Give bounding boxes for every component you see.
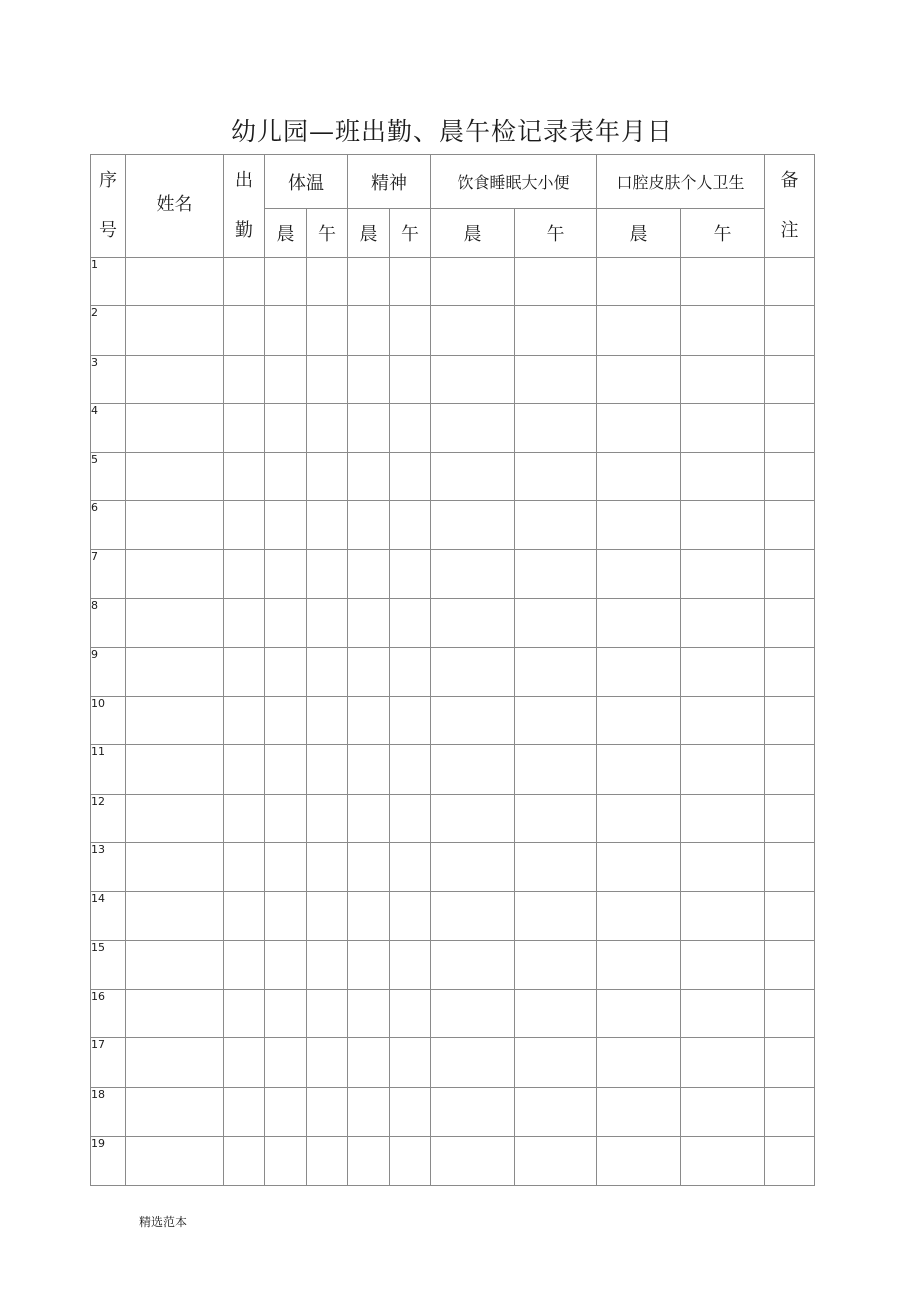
entry-cell[interactable] <box>765 599 815 648</box>
entry-cell[interactable] <box>307 356 348 404</box>
entry-cell[interactable] <box>348 892 390 941</box>
entry-cell[interactable] <box>681 550 765 599</box>
attendance-table <box>90 154 815 1186</box>
entry-cell[interactable] <box>390 990 431 1038</box>
spirit-noon-header: 午 <box>390 209 431 258</box>
entry-cell[interactable] <box>431 258 515 306</box>
entry-cell[interactable] <box>765 745 815 795</box>
hygiene-noon-header: 午 <box>681 209 765 258</box>
table-row <box>91 1137 815 1186</box>
temperature-morning-header: 晨 <box>265 209 307 258</box>
entry-cell[interactable] <box>681 356 765 404</box>
entry-cell[interactable] <box>224 697 265 745</box>
entry-cell[interactable] <box>765 648 815 697</box>
row-number: 17 <box>91 1038 126 1088</box>
row-number: 2 <box>91 306 126 356</box>
entry-cell[interactable] <box>681 599 765 648</box>
seq-header: 序 号 <box>91 155 126 258</box>
entry-cell[interactable] <box>765 453 815 501</box>
entry-cell[interactable] <box>307 1137 348 1186</box>
entry-cell[interactable] <box>515 795 597 843</box>
row-number: 6 <box>91 501 126 550</box>
entry-cell[interactable] <box>765 356 815 404</box>
entry-cell[interactable] <box>515 745 597 795</box>
temperature-noon-header: 午 <box>307 209 348 258</box>
entry-cell[interactable] <box>224 453 265 501</box>
entry-cell[interactable] <box>597 306 681 356</box>
entry-cell[interactable] <box>307 892 348 941</box>
entry-cell[interactable] <box>307 990 348 1038</box>
entry-cell[interactable] <box>765 697 815 745</box>
entry-cell[interactable] <box>431 745 515 795</box>
row-number: 19 <box>91 1137 126 1186</box>
entry-cell[interactable] <box>765 404 815 453</box>
entry-cell[interactable] <box>224 648 265 697</box>
entry-cell[interactable] <box>307 306 348 356</box>
entry-cell[interactable] <box>348 941 390 990</box>
entry-cell[interactable] <box>348 990 390 1038</box>
table-row <box>91 941 815 990</box>
row-number: 7 <box>91 550 126 599</box>
entry-cell[interactable] <box>348 306 390 356</box>
header-row-1 <box>91 155 815 209</box>
entry-cell[interactable] <box>765 990 815 1038</box>
entry-cell[interactable] <box>348 648 390 697</box>
entry-cell[interactable] <box>348 1088 390 1137</box>
entry-cell[interactable] <box>307 1038 348 1088</box>
table-row <box>91 550 815 599</box>
entry-cell[interactable] <box>126 356 224 404</box>
entry-cell[interactable] <box>265 892 307 941</box>
entry-cell[interactable] <box>515 306 597 356</box>
entry-cell[interactable] <box>307 745 348 795</box>
entry-cell[interactable] <box>224 258 265 306</box>
entry-cell[interactable] <box>390 648 431 697</box>
row-number: 1 <box>91 258 126 306</box>
entry-cell[interactable] <box>126 1088 224 1137</box>
entry-cell[interactable] <box>431 843 515 892</box>
entry-cell[interactable] <box>431 648 515 697</box>
entry-cell[interactable] <box>597 941 681 990</box>
row-number: 11 <box>91 745 126 795</box>
spirit-header: 精神 <box>348 155 431 209</box>
entry-cell[interactable] <box>765 1137 815 1186</box>
entry-cell[interactable] <box>307 843 348 892</box>
entry-cell[interactable] <box>390 599 431 648</box>
entry-cell[interactable] <box>431 404 515 453</box>
table-row <box>91 648 815 697</box>
entry-cell[interactable] <box>265 306 307 356</box>
entry-cell[interactable] <box>681 697 765 745</box>
entry-cell[interactable] <box>307 648 348 697</box>
entry-cell[interactable] <box>265 404 307 453</box>
entry-cell[interactable] <box>265 745 307 795</box>
entry-cell[interactable] <box>224 404 265 453</box>
entry-cell[interactable] <box>597 1038 681 1088</box>
row-number: 18 <box>91 1088 126 1137</box>
entry-cell[interactable] <box>515 843 597 892</box>
entry-cell[interactable] <box>126 795 224 843</box>
entry-cell[interactable] <box>681 258 765 306</box>
entry-cell[interactable] <box>390 795 431 843</box>
entry-cell[interactable] <box>265 356 307 404</box>
entry-cell[interactable] <box>126 404 224 453</box>
entry-cell[interactable] <box>348 1137 390 1186</box>
entry-cell[interactable] <box>515 941 597 990</box>
entry-cell[interactable] <box>597 404 681 453</box>
entry-cell[interactable] <box>126 501 224 550</box>
entry-cell[interactable] <box>431 453 515 501</box>
entry-cell[interactable] <box>597 648 681 697</box>
entry-cell[interactable] <box>224 599 265 648</box>
table-row <box>91 1088 815 1137</box>
entry-cell[interactable] <box>765 892 815 941</box>
entry-cell[interactable] <box>126 258 224 306</box>
table-row <box>91 306 815 356</box>
entry-cell[interactable] <box>224 1038 265 1088</box>
entry-cell[interactable] <box>224 306 265 356</box>
entry-cell[interactable] <box>390 843 431 892</box>
entry-cell[interactable] <box>431 990 515 1038</box>
entry-cell[interactable] <box>515 1088 597 1137</box>
entry-cell[interactable] <box>224 843 265 892</box>
entry-cell[interactable] <box>126 306 224 356</box>
entry-cell[interactable] <box>390 745 431 795</box>
entry-cell[interactable] <box>597 990 681 1038</box>
entry-cell[interactable] <box>390 306 431 356</box>
entry-cell[interactable] <box>390 892 431 941</box>
entry-cell[interactable] <box>265 941 307 990</box>
temperature-header: 体温 <box>265 155 348 209</box>
entry-cell[interactable] <box>348 1038 390 1088</box>
entry-cell[interactable] <box>765 1038 815 1088</box>
entry-cell[interactable] <box>126 648 224 697</box>
entry-cell[interactable] <box>515 550 597 599</box>
row-number: 12 <box>91 795 126 843</box>
entry-cell[interactable] <box>597 1088 681 1137</box>
table-row <box>91 892 815 941</box>
entry-cell[interactable] <box>597 501 681 550</box>
entry-cell[interactable] <box>390 1038 431 1088</box>
entry-cell[interactable] <box>515 990 597 1038</box>
entry-cell[interactable] <box>515 1038 597 1088</box>
entry-cell[interactable] <box>126 990 224 1038</box>
row-number: 4 <box>91 404 126 453</box>
entry-cell[interactable] <box>265 1088 307 1137</box>
remarks-header: 备 注 <box>765 155 815 258</box>
entry-cell[interactable] <box>597 745 681 795</box>
table-row <box>91 697 815 745</box>
entry-cell[interactable] <box>126 697 224 745</box>
entry-cell[interactable] <box>431 306 515 356</box>
entry-cell[interactable] <box>390 356 431 404</box>
entry-cell[interactable] <box>431 356 515 404</box>
entry-cell[interactable] <box>515 453 597 501</box>
diet-morning-header: 晨 <box>431 209 515 258</box>
entry-cell[interactable] <box>681 404 765 453</box>
table-row <box>91 453 815 501</box>
entry-cell[interactable] <box>765 550 815 599</box>
entry-cell[interactable] <box>515 697 597 745</box>
spirit-morning-header: 晨 <box>348 209 390 258</box>
entry-cell[interactable] <box>431 941 515 990</box>
entry-cell[interactable] <box>765 1088 815 1137</box>
entry-cell[interactable] <box>126 453 224 501</box>
entry-cell[interactable] <box>224 1137 265 1186</box>
entry-cell[interactable] <box>348 404 390 453</box>
entry-cell[interactable] <box>348 843 390 892</box>
entry-cell[interactable] <box>681 892 765 941</box>
entry-cell[interactable] <box>765 501 815 550</box>
entry-cell[interactable] <box>597 550 681 599</box>
entry-cell[interactable] <box>681 941 765 990</box>
entry-cell[interactable] <box>307 258 348 306</box>
diet-noon-header: 午 <box>515 209 597 258</box>
entry-cell[interactable] <box>307 795 348 843</box>
entry-cell[interactable] <box>265 501 307 550</box>
entry-cell[interactable] <box>597 356 681 404</box>
entry-cell[interactable] <box>390 941 431 990</box>
entry-cell[interactable] <box>265 453 307 501</box>
entry-cell[interactable] <box>307 453 348 501</box>
entry-cell[interactable] <box>307 941 348 990</box>
entry-cell[interactable] <box>515 501 597 550</box>
entry-cell[interactable] <box>265 599 307 648</box>
table-row <box>91 356 815 404</box>
name-header: 姓名 <box>126 155 224 258</box>
row-number: 10 <box>91 697 126 745</box>
hygiene-morning-header: 晨 <box>597 209 681 258</box>
footer-text: 精选范本 <box>139 1215 188 1229</box>
entry-cell[interactable] <box>515 404 597 453</box>
entry-cell[interactable] <box>681 453 765 501</box>
entry-cell[interactable] <box>348 745 390 795</box>
attendance-header: 出 勤 <box>224 155 265 258</box>
table-row <box>91 843 815 892</box>
entry-cell[interactable] <box>224 892 265 941</box>
entry-cell[interactable] <box>224 795 265 843</box>
entry-cell[interactable] <box>348 795 390 843</box>
entry-cell[interactable] <box>126 843 224 892</box>
entry-cell[interactable] <box>348 697 390 745</box>
entry-cell[interactable] <box>390 1088 431 1137</box>
entry-cell[interactable] <box>390 697 431 745</box>
entry-cell[interactable] <box>597 697 681 745</box>
row-number: 3 <box>91 356 126 404</box>
entry-cell[interactable] <box>348 501 390 550</box>
entry-cell[interactable] <box>431 550 515 599</box>
entry-cell[interactable] <box>681 306 765 356</box>
row-number: 16 <box>91 990 126 1038</box>
entry-cell[interactable] <box>431 501 515 550</box>
entry-cell[interactable] <box>348 453 390 501</box>
table-row <box>91 501 815 550</box>
entry-cell[interactable] <box>515 892 597 941</box>
entry-cell[interactable] <box>265 1038 307 1088</box>
entry-cell[interactable] <box>431 892 515 941</box>
entry-cell[interactable] <box>597 795 681 843</box>
row-number: 13 <box>91 843 126 892</box>
entry-cell[interactable] <box>348 258 390 306</box>
entry-cell[interactable] <box>431 599 515 648</box>
entry-cell[interactable] <box>307 1088 348 1137</box>
entry-cell[interactable] <box>515 356 597 404</box>
row-number: 5 <box>91 453 126 501</box>
table-row <box>91 990 815 1038</box>
entry-cell[interactable] <box>390 258 431 306</box>
entry-cell[interactable] <box>431 697 515 745</box>
entry-cell[interactable] <box>265 258 307 306</box>
entry-cell[interactable] <box>681 501 765 550</box>
entry-cell[interactable] <box>515 648 597 697</box>
hygiene-header: 口腔皮肤个人卫生 <box>597 155 765 209</box>
entry-cell[interactable] <box>597 843 681 892</box>
entry-cell[interactable] <box>597 599 681 648</box>
entry-cell[interactable] <box>307 404 348 453</box>
row-number: 9 <box>91 648 126 697</box>
entry-cell[interactable] <box>224 1088 265 1137</box>
entry-cell[interactable] <box>681 648 765 697</box>
entry-cell[interactable] <box>597 1137 681 1186</box>
entry-cell[interactable] <box>126 745 224 795</box>
entry-cell[interactable] <box>224 356 265 404</box>
diet-header: 饮食睡眠大小便 <box>431 155 597 209</box>
entry-cell[interactable] <box>390 550 431 599</box>
entry-cell[interactable] <box>126 1137 224 1186</box>
entry-cell[interactable] <box>681 1088 765 1137</box>
entry-cell[interactable] <box>681 1137 765 1186</box>
entry-cell[interactable] <box>307 697 348 745</box>
entry-cell[interactable] <box>765 306 815 356</box>
entry-cell[interactable] <box>390 404 431 453</box>
entry-cell[interactable] <box>390 1137 431 1186</box>
entry-cell[interactable] <box>265 795 307 843</box>
entry-cell[interactable] <box>265 550 307 599</box>
entry-cell[interactable] <box>515 599 597 648</box>
entry-cell[interactable] <box>431 1088 515 1137</box>
entry-cell[interactable] <box>126 599 224 648</box>
entry-cell[interactable] <box>765 258 815 306</box>
entry-cell[interactable] <box>265 843 307 892</box>
entry-cell[interactable] <box>390 501 431 550</box>
entry-cell[interactable] <box>224 550 265 599</box>
row-number: 15 <box>91 941 126 990</box>
entry-cell[interactable] <box>307 550 348 599</box>
entry-cell[interactable] <box>224 745 265 795</box>
entry-cell[interactable] <box>597 258 681 306</box>
entry-cell[interactable] <box>597 892 681 941</box>
entry-cell[interactable] <box>126 550 224 599</box>
entry-cell[interactable] <box>348 550 390 599</box>
entry-cell[interactable] <box>681 745 765 795</box>
entry-cell[interactable] <box>224 941 265 990</box>
row-number: 14 <box>91 892 126 941</box>
entry-cell[interactable] <box>265 648 307 697</box>
entry-cell[interactable] <box>765 941 815 990</box>
entry-cell[interactable] <box>681 1038 765 1088</box>
table-row <box>91 1038 815 1088</box>
entry-cell[interactable] <box>265 1137 307 1186</box>
entry-cell[interactable] <box>681 990 765 1038</box>
entry-cell[interactable] <box>348 356 390 404</box>
table-row <box>91 745 815 795</box>
entry-cell[interactable] <box>126 892 224 941</box>
entry-cell[interactable] <box>224 990 265 1038</box>
table-row <box>91 599 815 648</box>
entry-cell[interactable] <box>307 599 348 648</box>
entry-cell[interactable] <box>431 1038 515 1088</box>
entry-cell[interactable] <box>765 795 815 843</box>
entry-cell[interactable] <box>597 453 681 501</box>
entry-cell[interactable] <box>126 941 224 990</box>
entry-cell[interactable] <box>265 990 307 1038</box>
entry-cell[interactable] <box>515 258 597 306</box>
entry-cell[interactable] <box>431 795 515 843</box>
page-title: 幼儿园—班出勤、晨午检记录表年月日 <box>230 117 673 146</box>
table-row <box>91 258 815 306</box>
entry-cell[interactable] <box>515 1137 597 1186</box>
entry-cell[interactable] <box>681 795 765 843</box>
entry-cell[interactable] <box>765 843 815 892</box>
table-row <box>91 404 815 453</box>
row-number: 8 <box>91 599 126 648</box>
entry-cell[interactable] <box>431 1137 515 1186</box>
entry-cell[interactable] <box>681 843 765 892</box>
entry-cell[interactable] <box>307 501 348 550</box>
table-row <box>91 795 815 843</box>
entry-cell[interactable] <box>126 1038 224 1088</box>
entry-cell[interactable] <box>390 453 431 501</box>
entry-cell[interactable] <box>224 501 265 550</box>
entry-cell[interactable] <box>348 599 390 648</box>
entry-cell[interactable] <box>265 697 307 745</box>
